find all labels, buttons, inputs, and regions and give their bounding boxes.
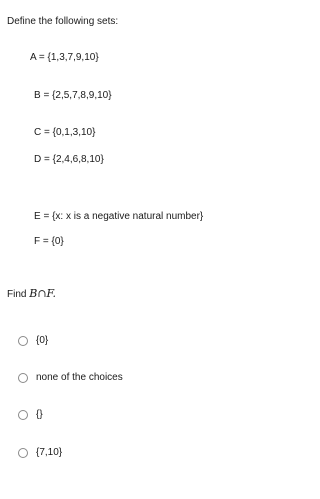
set-b-definition: B = {2,5,7,8,9,10}	[34, 90, 112, 101]
set-e-definition: E = {x: x is a negative natural number}	[34, 211, 204, 222]
question-prompt: Define the following sets:	[7, 16, 119, 27]
answer-choice[interactable]	[18, 447, 62, 459]
find-instruction	[7, 288, 56, 301]
find-label: Find	[7, 289, 27, 300]
answer-choice[interactable]	[18, 372, 123, 384]
answer-choice[interactable]	[18, 409, 43, 421]
set-a-definition: A = {1,3,7,9,10}	[30, 52, 99, 63]
choice-label: {7,10}	[36, 447, 63, 458]
set-d-definition: D = {2,4,6,8,10}	[34, 154, 104, 165]
choice-label: {}	[36, 409, 43, 420]
radio-button[interactable]	[18, 373, 28, 383]
set-f-definition: F = {0}	[34, 236, 64, 247]
radio-button[interactable]	[18, 448, 28, 458]
radio-button[interactable]	[18, 410, 28, 420]
answer-choice[interactable]	[18, 335, 48, 347]
choice-label: none of the choices	[36, 372, 123, 383]
radio-button[interactable]	[18, 336, 28, 346]
find-expression: B∩F.	[29, 287, 56, 300]
choice-label: {0}	[36, 335, 49, 346]
set-c-definition: C = {0,1,3,10}	[34, 127, 96, 138]
